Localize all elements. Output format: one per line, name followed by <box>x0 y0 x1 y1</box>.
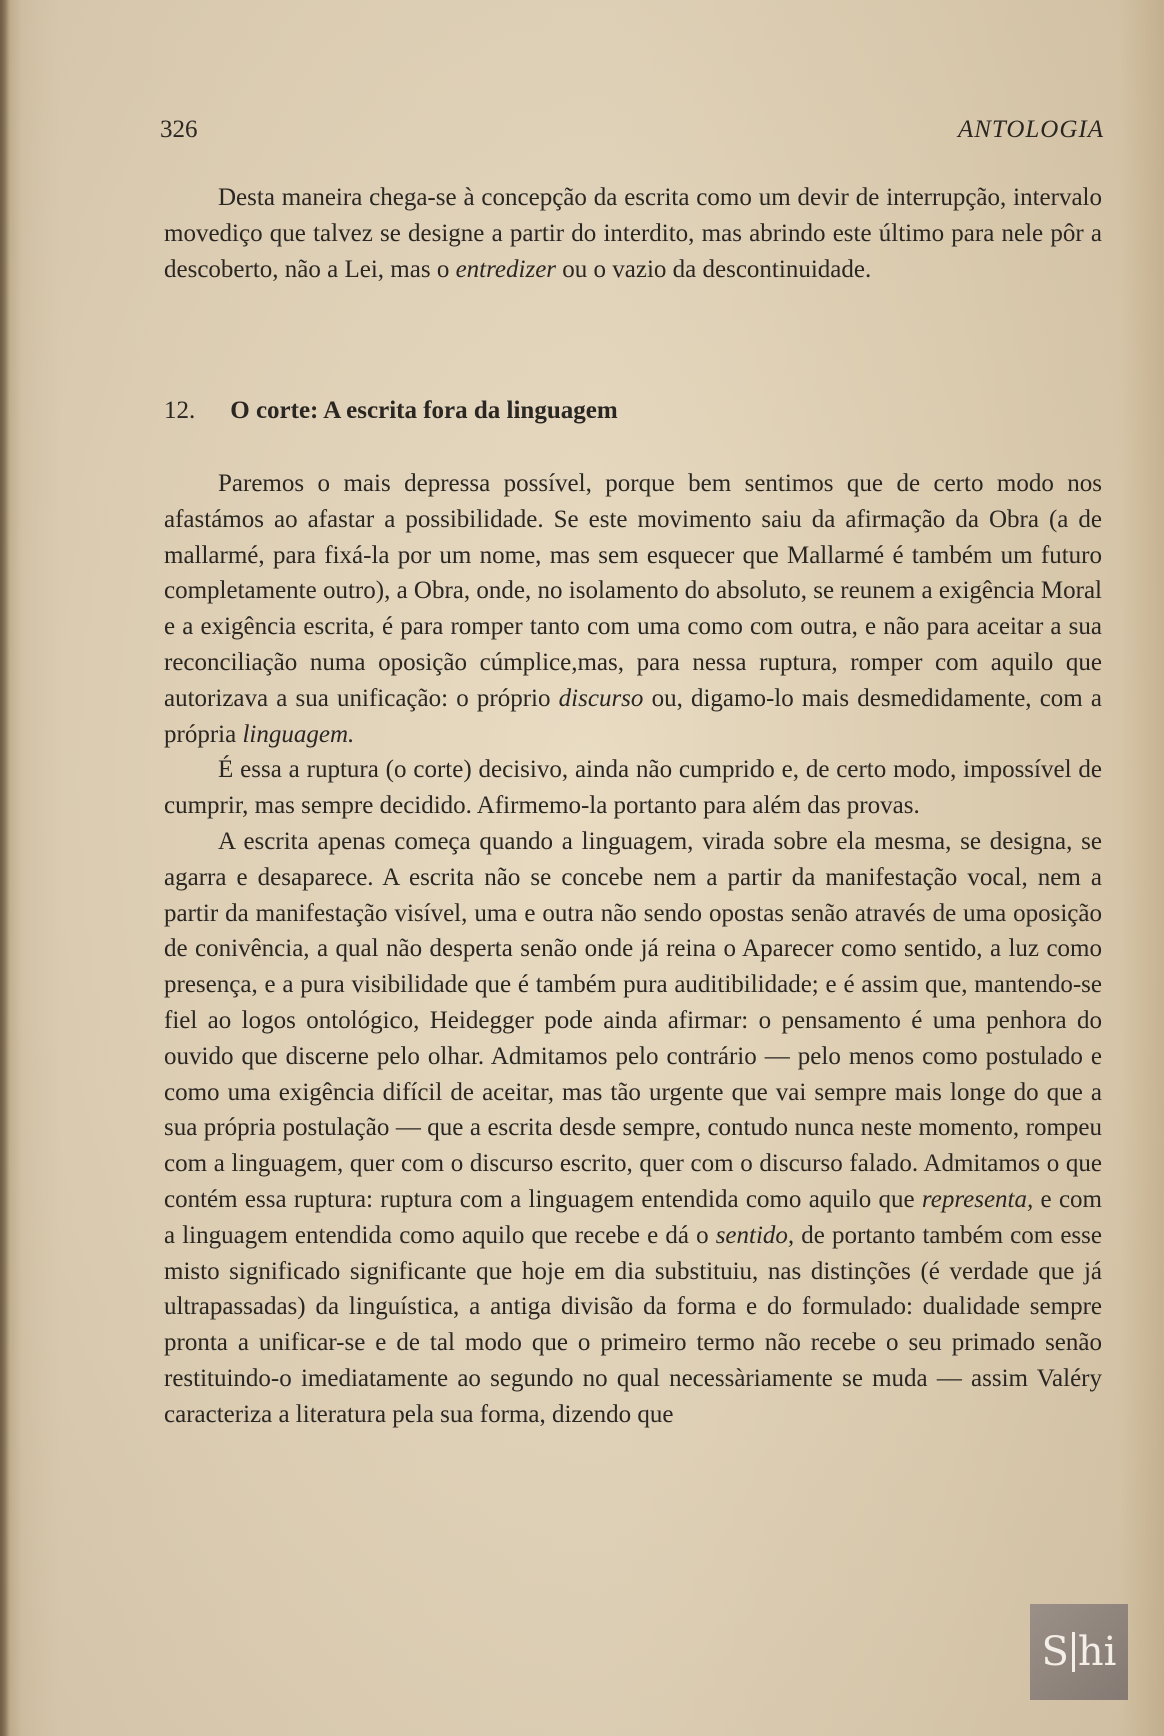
text-run: É essa a ruptura (o corte) decisivo, ainda não cumprido e, de certo modo, impossível de cumprir, mas sempre decidido. Afirmemo-la portanto para além das provas. <box>164 756 1102 820</box>
running-head: ANTOLOGIA <box>957 116 1104 143</box>
library-logo <box>1030 1604 1128 1700</box>
section-heading <box>164 394 618 428</box>
text-run: e com a linguagem entendida como aquilo que recebe e dá o <box>164 1185 1103 1249</box>
italic-term: representa, <box>921 1185 1034 1213</box>
page-edge <box>0 0 10 1736</box>
logo-divider <box>1072 1632 1075 1672</box>
text-run: A escrita apenas começa quando a linguagem, virada sobre ela mesma, se designa, se agarra e desaparece. A escrita não se concebe nem a partir da manifestação vocal, nem a partir da manifestação visível, uma e outra não sendo opostas senão através de uma oposição de conivência, a qual não desperta senão onde já reina o Aparecer como sentido, a luz como presença, e a pura visibilidade que é também pura auditibilidade; e é assim que, mantendo-se fiel ao logos ontológico, Heidegger pode ainda afirmar: o pensamento é uma penhora do ouvido que discerne pelo olhar. Admitamos pelo contrário — pelo menos como postulado e como uma exigência difícil de aceitar, mas tão urgente que vai sempre mais longe do que a sua própria postulação — que a escrita desde sempre, contudo nunca neste momento, rompeu com a linguagem, quer com o discurso escrito, quer com o discurso falado. Admitamos o que contém essa ruptura: ruptura com a linguagem entendida como aquilo que <box>164 827 1102 1213</box>
paragraph <box>164 466 1102 752</box>
text-run: de portanto também com esse misto significado significante que hoje em dia substituiu, nas distinções (é verdade que já ultrapassadas) da linguística, a antiga divisão da forma e do formulado: dualidade sempre pronta a unificar-se e de tal modo que o primeiro termo não recebe o seu primado senão restituindo-o imediatamente ao segundo no qual necessàriamente se muda — assim Valéry caracteriza a literatura pela sua forma, dizendo que <box>164 1221 1102 1428</box>
page-header <box>160 116 1104 150</box>
page-number: 326 <box>160 116 198 143</box>
text-run: Desta maneira chega-se à concepção da escrita como um devir de interrupção, intervalo movediço que talvez se designe a partir do interdito, mas abrindo este último para nele pôr a descoberto, não a Lei, mas o <box>164 184 1102 283</box>
paragraph <box>164 824 1102 1433</box>
intro-paragraph-block <box>164 180 1102 287</box>
section-title: O corte: A escrita fora da linguagem <box>230 397 618 424</box>
paragraph <box>164 752 1102 824</box>
italic-term: linguagem. <box>242 720 355 748</box>
section-body <box>164 466 1102 1433</box>
logo-letters-hi: hi <box>1077 1629 1117 1675</box>
text-run: ou, digamo-lo mais desmedidamente, com a própria <box>164 684 1103 748</box>
paragraph <box>164 180 1102 287</box>
logo-letter-s: S <box>1041 1629 1069 1675</box>
italic-term: entredizer <box>455 255 557 283</box>
italic-term: discurso <box>558 684 644 712</box>
text-run: Paremos o mais depressa possível, porque bem sentimos que de certo modo nos afastámos ao afastar a possibilidade. Se este movimento saiu da afirmação da Obra (a de mallarmé, para fixá-la por um nome, mas sem esquecer que Mallarmé é também um futuro completamente outro), a Obra, onde, no isolamento do absoluto, se reunem a exigência Moral e a exigência escrita, é para romper tanto com uma como com outra, e não para aceitar a sua reconciliação numa oposição cúmplice,mas, para nessa ruptura, romper com aquilo que autorizava a sua unificação: o próprio <box>164 470 1102 712</box>
text-run: ou o vazio da descontinuidade. <box>556 255 872 283</box>
section-number: 12. <box>164 397 196 424</box>
italic-term: sentido, <box>715 1221 795 1249</box>
